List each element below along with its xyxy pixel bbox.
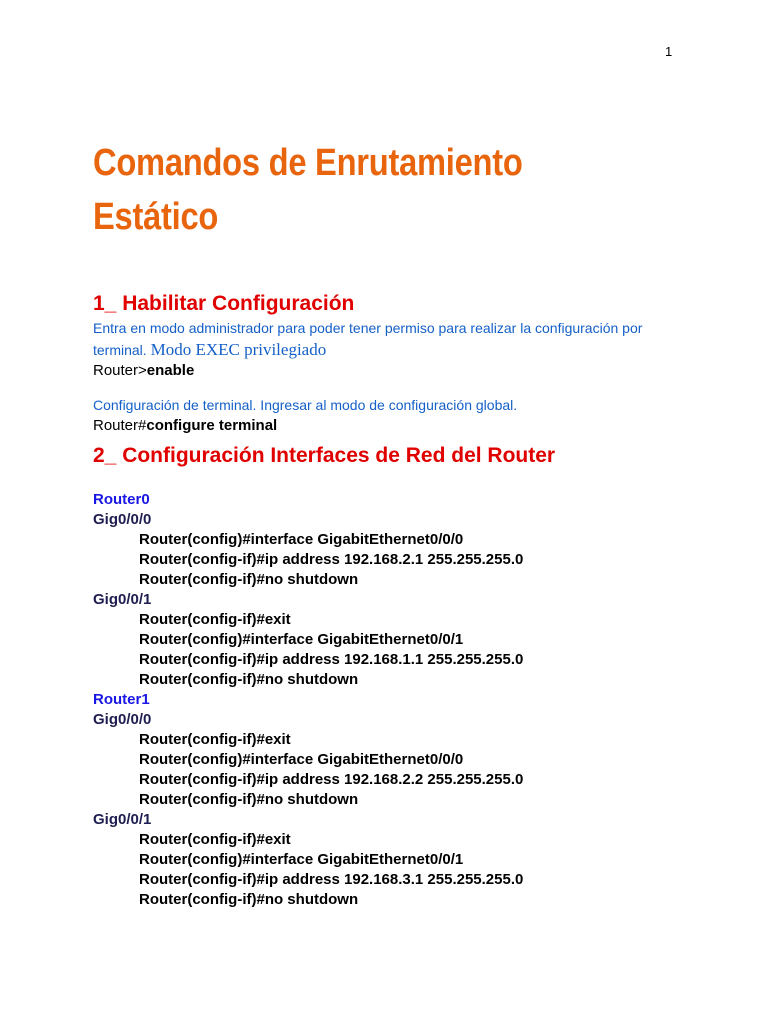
section1-heading: 1_ Habilitar Configuración: [93, 292, 355, 315]
configure-terminal-prompt: Router#: [93, 417, 147, 434]
config-line: Router(config-if)#ip address 192.168.2.2 255.255.255.0: [139, 771, 524, 788]
section1-description-2: Configuración de terminal. Ingresar al modo de configuración global.: [93, 397, 518, 413]
section2-heading: 2_ Configuración Interfaces de Red del Router: [93, 444, 556, 467]
config-line: Router(config)#interface GigabitEthernet0/0/1: [139, 631, 464, 648]
section1-description-mode: Modo EXEC privilegiado: [150, 340, 327, 359]
document-body: [93, 290, 693, 910]
config-line: Router(config)#interface GigabitEthernet0/0/0: [139, 531, 464, 548]
config-line: Router(config)#interface GigabitEthernet0/0/0: [139, 751, 464, 768]
section-habilitar-configuracion: [93, 290, 693, 436]
config-line: Router(config-if)#no shutdown: [139, 791, 359, 808]
enable-command-prompt: Router>: [93, 362, 147, 379]
page-number: 1: [665, 44, 673, 59]
configure-terminal-text: configure terminal: [146, 417, 278, 434]
config-line: Router(config-if)#exit: [139, 831, 291, 848]
router-label: Router0: [93, 491, 150, 508]
config-line: Router(config-if)#ip address 192.168.1.1 255.255.255.0: [139, 651, 524, 668]
config-line: Router(config-if)#exit: [139, 731, 291, 748]
document-title-line1: Comandos de Enrutamiento: [93, 142, 523, 184]
enable-command-text: enable: [146, 362, 195, 379]
config-line: Router(config-if)#no shutdown: [139, 571, 359, 588]
section1-description: [93, 318, 693, 361]
section-configuracion-interfaces: [93, 442, 693, 910]
section1-description-text: Entra en modo administrador para poder tener permiso para realizar la configuración por terminal.: [93, 320, 643, 358]
config-line: Router(config-if)#ip address 192.168.2.1 255.255.255.0: [139, 551, 524, 568]
config-line: Router(config-if)#no shutdown: [139, 891, 359, 908]
interface-label: Gig0/0/1: [93, 811, 152, 828]
config-line: Router(config-if)#no shutdown: [139, 671, 359, 688]
enable-command: [93, 361, 693, 381]
document-title-line2: Estático: [93, 196, 219, 238]
document-title: [93, 136, 626, 244]
config-line: Router(config-if)#exit: [139, 611, 291, 628]
configure-terminal-command: [93, 416, 693, 436]
interface-label: Gig0/0/0: [93, 511, 152, 528]
config-line: Router(config-if)#ip address 192.168.3.1 255.255.255.0: [139, 871, 524, 888]
router-label: Router1: [93, 691, 150, 708]
config-line: Router(config)#interface GigabitEthernet0/0/1: [139, 851, 464, 868]
interface-label: Gig0/0/0: [93, 711, 152, 728]
interface-label: Gig0/0/1: [93, 591, 152, 608]
